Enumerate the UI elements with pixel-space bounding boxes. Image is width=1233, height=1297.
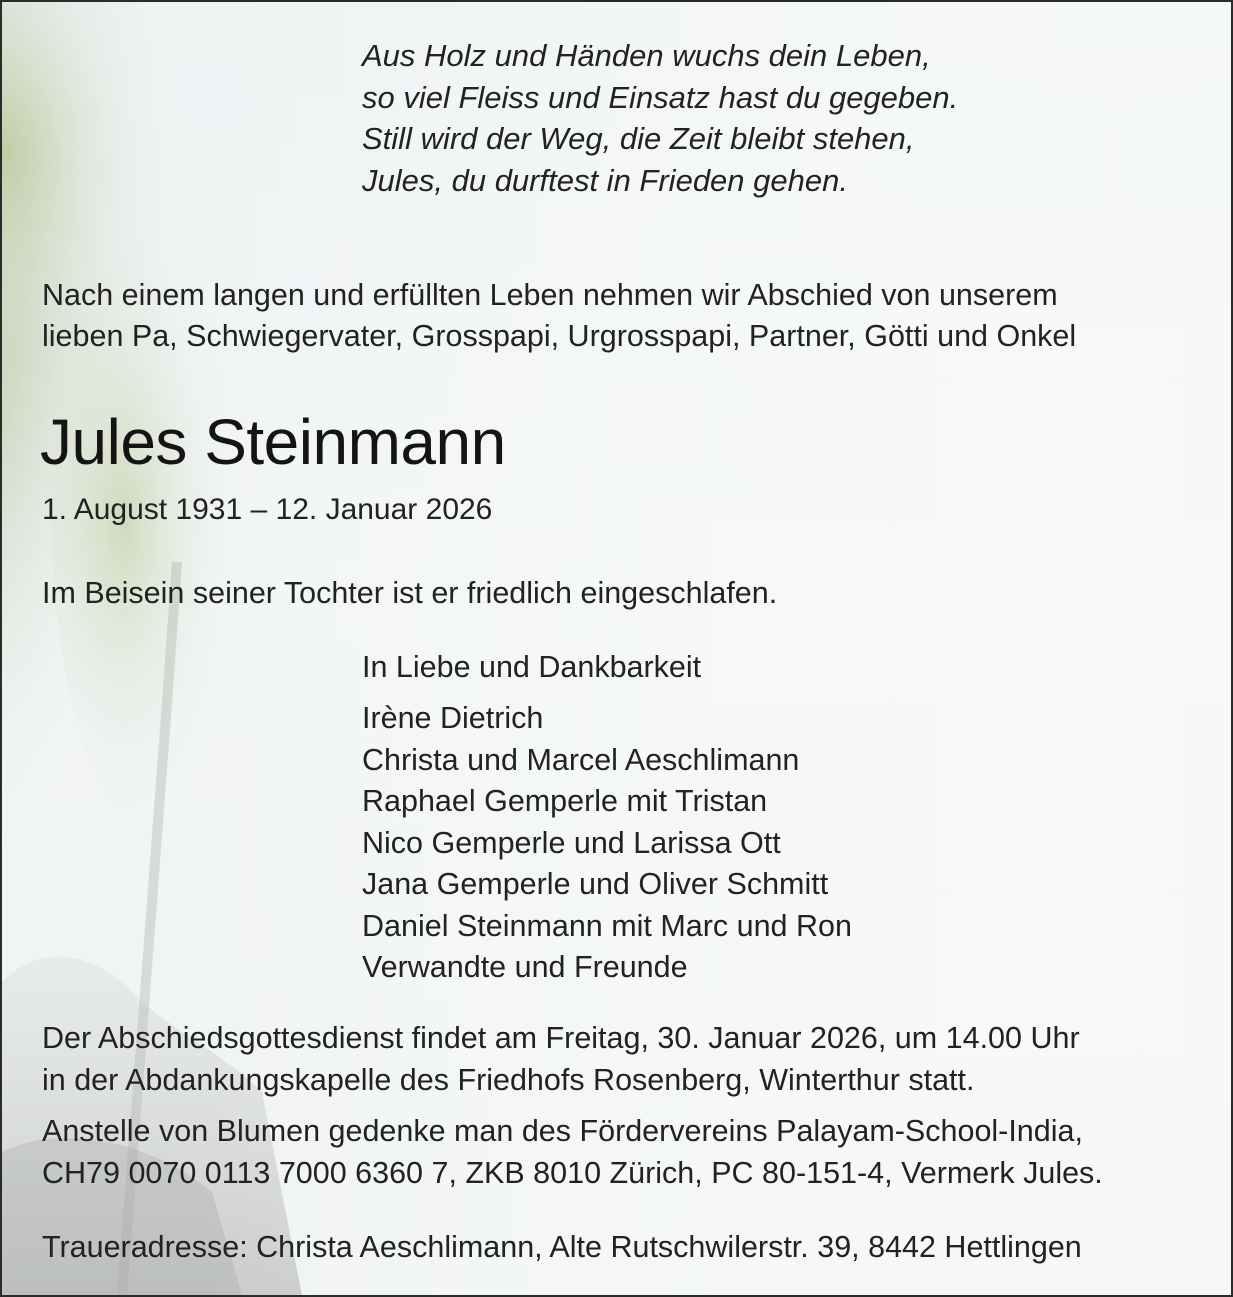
intro-line: lieben Pa, Schwiegervater, Grosspapi, Urgrosspapi, Partner, Götti und Onkel xyxy=(42,319,1077,353)
obituary-content xyxy=(2,2,1231,1295)
deceased-name: Jules Steinmann xyxy=(40,406,506,478)
mourner-item: Irène Dietrich xyxy=(362,701,544,735)
poem-line: Aus Holz und Händen wuchs dein Leben, xyxy=(362,38,931,73)
service-announcement xyxy=(42,1018,1080,1101)
mourner-item: Jana Gemperle und Oliver Schmitt xyxy=(362,867,829,901)
mourners-list xyxy=(362,698,852,989)
mourner-item: Nico Gemperle und Larissa Ott xyxy=(362,825,781,860)
mourner-item: Verwandte und Freunde xyxy=(362,950,688,984)
mourner-item: Daniel Steinmann mit Marc und Ron xyxy=(362,908,852,943)
poem-line: so viel Fleiss und Einsatz hast du gegeben. xyxy=(362,79,959,115)
poem-line: Jules, du durftest in Frieden gehen. xyxy=(362,162,848,198)
poem xyxy=(362,35,958,201)
poem-line: Still wird der Weg, die Zeit bleibt stehen, xyxy=(362,121,915,156)
donation-line: Anstelle von Blumen gedenke man des Fördervereins Palayam-School-India, xyxy=(42,1114,1083,1148)
life-dates: 1. August 1931 – 12. Januar 2026 xyxy=(42,493,493,526)
mourner-item: Christa und Marcel Aeschlimann xyxy=(362,742,800,777)
service-line: Der Abschiedsgottesdienst findet am Freitag, 30. Januar 2026, um 14.00 Uhr xyxy=(42,1021,1080,1055)
mourning-address: Traueradresse: Christa Aeschlimann, Alte Rutschwilerstr. 39, 8442 Hettlingen xyxy=(42,1230,1082,1264)
thanks-heading: In Liebe und Dankbarkeit xyxy=(362,650,702,684)
intro-text xyxy=(42,275,1202,357)
passing-statement: Im Beisein seiner Tochter ist er friedlich eingeschlafen. xyxy=(42,576,778,610)
donation-notice xyxy=(42,1111,1103,1194)
mourner-item: Raphael Gemperle mit Tristan xyxy=(362,784,768,818)
donation-line: CH79 0070 0113 7000 6360 7, ZKB 8010 Zürich, PC 80-151-4, Vermerk Jules. xyxy=(42,1155,1103,1190)
intro-line: Nach einem langen und erfüllten Leben nehmen wir Abschied von unserem xyxy=(42,278,1058,312)
service-line: in der Abdankungskapelle des Friedhofs Rosenberg, Winterthur statt. xyxy=(42,1062,975,1097)
